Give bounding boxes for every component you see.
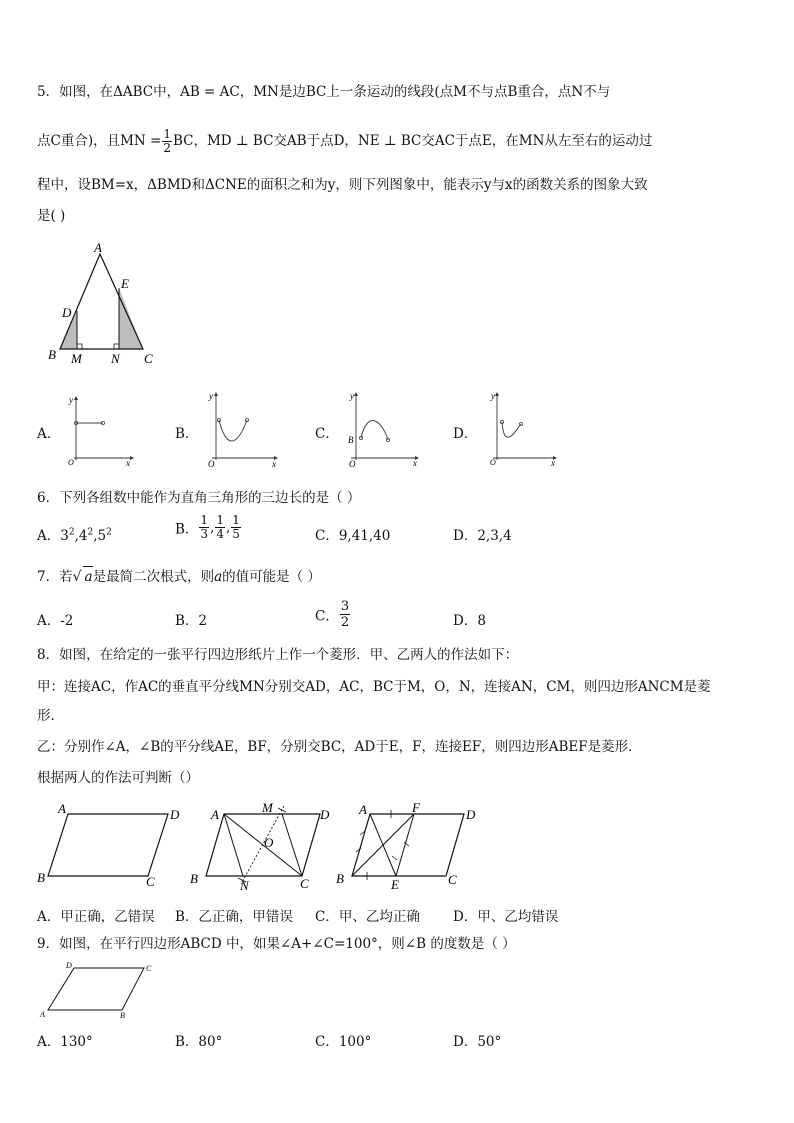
- q5-option-A-graph[interactable]: [64, 392, 139, 467]
- q8-f3-label-F: F: [412, 800, 420, 815]
- q5-label-A: A: [94, 240, 102, 255]
- q5-option-C-graph[interactable]: [343, 388, 423, 470]
- q9-label-C: C: [146, 964, 152, 973]
- q8-f3-label-D: D: [466, 807, 476, 822]
- q8-f3-label-A: A: [359, 802, 367, 817]
- q9-label-A: A: [40, 1010, 45, 1019]
- q5-option-B-letter[interactable]: B．: [175, 426, 199, 442]
- q9-option-C[interactable]: C．100°: [315, 1034, 372, 1050]
- q5-label-M: M: [71, 351, 82, 366]
- q9-option-B[interactable]: B．80°: [175, 1034, 223, 1050]
- q5-A-origin: O: [68, 458, 74, 467]
- q5-option-D-graph[interactable]: [485, 388, 565, 470]
- q8-f2-label-N: N: [240, 878, 249, 893]
- q8-f2-label-O: O: [264, 835, 274, 850]
- q5-label-N: N: [111, 351, 120, 366]
- q9-label-D: D: [66, 961, 72, 970]
- q8-f2-label-B: B: [190, 871, 198, 886]
- q8-f2-label-M: M: [262, 800, 273, 815]
- q8-figure-1: [34, 800, 184, 892]
- q8-figure-2: [186, 800, 336, 892]
- q6-stem: 6．下列各组数中能作为直角三角形的三边长的是（ ）: [37, 490, 361, 506]
- q8-f3-label-C: C: [448, 872, 457, 887]
- q5-line-2: [37, 126, 652, 156]
- q5-D-x-label: x: [551, 458, 555, 468]
- q5-line-2-start: 点C重合)，且MN =: [37, 133, 162, 149]
- q5-C-origin: O: [349, 459, 356, 469]
- q5-B-origin: O: [208, 459, 215, 469]
- q5-C-x-label: x: [413, 458, 417, 468]
- q5-line-4: 是( ): [37, 208, 66, 224]
- q5-label-D: D: [62, 305, 72, 320]
- q8-figure-3: [336, 800, 486, 892]
- q9-option-D[interactable]: D．50°: [453, 1034, 502, 1050]
- q5-D-y-label: y: [491, 391, 495, 401]
- q7-option-A[interactable]: A．-2: [37, 613, 74, 629]
- q5-option-C-letter[interactable]: C．: [315, 426, 339, 442]
- q5-C-B-label: B: [348, 435, 354, 445]
- q5-B-y-label: y: [209, 391, 213, 401]
- q5-option-D-letter[interactable]: D．: [453, 426, 478, 442]
- q5-label-B: B: [48, 347, 56, 362]
- q5-half-fraction: $\frac{1}{2}$: [163, 127, 171, 155]
- q5-triangle-figure: [40, 240, 180, 370]
- q9-parallelogram-figure: [36, 958, 161, 1020]
- q8-line-1: 8．如图，在给定的一张平行四边形纸片上作一个菱形．甲、乙两人的作法如下：: [37, 647, 519, 663]
- q8-f1-label-D: D: [170, 807, 180, 822]
- q8-option-D[interactable]: D．甲、乙均错误: [453, 909, 559, 925]
- q8-f1-label-B: B: [37, 870, 45, 885]
- q9-option-A[interactable]: A．130°: [37, 1034, 93, 1050]
- q8-line-2: 甲：连接AC，作AC的垂直平分线MN分别交AD，AC，BC于M，O，N，连接AN，CM，则四边形ANCM是菱: [37, 679, 711, 695]
- q8-f3-label-E: E: [391, 877, 399, 892]
- q5-line-2-end: BC，MD ⊥ BC交AB于点D，NE ⊥ BC交AC于点E，在MN从左至右的运动过: [172, 133, 653, 149]
- q8-option-C[interactable]: C．甲、乙均正确: [315, 909, 420, 925]
- q5-A-y-label: y: [69, 395, 73, 405]
- q5-C-y-label: y: [350, 391, 354, 401]
- q8-f1-label-A: A: [58, 801, 66, 816]
- q8-f2-label-C: C: [300, 876, 309, 891]
- q5-line-3: 程中，设BM=x，ΔBMD和ΔCNE的面积之和为y，则下列图象中，能表示y与x的函数关系的图象大致: [37, 177, 648, 193]
- q5-option-B-graph[interactable]: [202, 388, 282, 470]
- q7-radicand: a: [83, 566, 93, 587]
- q7-option-D[interactable]: D．8: [453, 613, 486, 629]
- q9-label-B: B: [120, 1011, 125, 1020]
- q8-line-5: 根据两人的作法可判断（）: [37, 770, 199, 786]
- q8-f2-label-D: D: [320, 807, 330, 822]
- q5-D-origin: O: [490, 458, 496, 467]
- q8-f3-label-B: B: [336, 871, 344, 886]
- q6-option-D[interactable]: D．2,3,4: [453, 528, 512, 544]
- q8-f2-label-A: A: [211, 807, 219, 822]
- q5-label-C: C: [144, 351, 153, 366]
- q5-line-1: 5．如图，在ΔABC中，AB = AC，MN是边BC上一条运动的线段(点M不与点B重合，点N不与: [37, 84, 611, 100]
- q5-B-x-label: x: [272, 459, 276, 469]
- q8-line-4: 乙：分别作∠A，∠B的平分线AE，BF，分别交BC，AD于E，F，连接EF，则四边形ABEF是菱形．: [37, 739, 642, 755]
- q8-line-3: 形．: [37, 708, 64, 724]
- q7-option-B[interactable]: B．2: [175, 613, 208, 629]
- q7-stem: 7．若√ a是最简二次根式，则a的值可能是（ ）: [37, 566, 321, 587]
- q5-label-E: E: [121, 276, 129, 291]
- q8-f1-label-C: C: [146, 874, 155, 889]
- q6-option-C[interactable]: C．9,41,40: [315, 528, 391, 544]
- q5-A-x-label: x: [126, 458, 130, 468]
- q8-option-B[interactable]: B．乙正确，甲错误: [175, 909, 293, 925]
- q6-option-B[interactable]: B． $\frac{1}{3}$ , $\frac{1}{4}$ , $\frac{1}{5}$: [175, 513, 240, 541]
- q5-option-A-letter[interactable]: A．: [37, 426, 61, 442]
- q6-option-A[interactable]: A．$3^2,4^2,5^2$: [37, 527, 112, 544]
- q8-option-A[interactable]: A．甲正确，乙错误: [37, 909, 155, 925]
- q7-option-C[interactable]: C． $\frac{3}{2}$: [315, 599, 350, 630]
- q9-stem: 9．如图，在平行四边形ABCD 中，如果∠A+∠C=100°，则∠B 的度数是（ ）: [37, 936, 516, 952]
